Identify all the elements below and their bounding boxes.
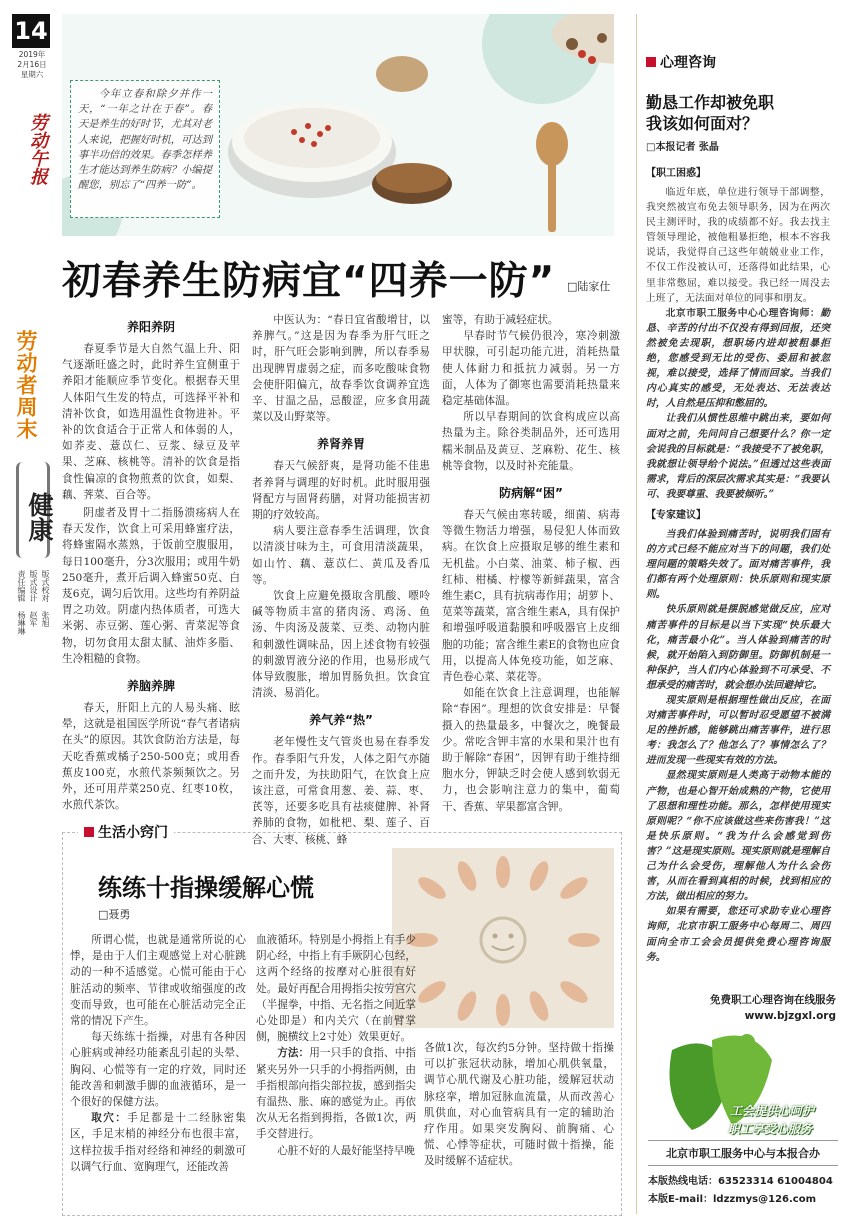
paragraph: 春夏季节是大自然气温上升、阳气逐渐旺盛之时，此时养生宜侧重于养阳才能顺应季节变化。根据春天里人体阳气生发的特点，可选择平补和清补饮食，如选用温性食物进补。平补的饮食适合于正常人和体弱的人，如荞麦、薏苡仁、豆浆、绿豆及苹果、芝麻、核桃等。清补的饮食是指食性偏凉的食物煎煮的饮食，如梨、藕、荠菜、百合等。 xyxy=(62,343,240,501)
subhead-kidney-stomach: 养肾养胃 xyxy=(316,437,365,452)
paragraph: 老年慢性支气管炎也易在春季发作。春季阳气升发，人体之阳气亦随之而升发，为扶助阳气，在饮食上应该注意，可常食用葱、姜、蒜、枣、芪等，还要多吃具有祛痰健脾、补肾养肺的食物，如枇杷、梨、莲子、百合、大枣、核桃、蜂 xyxy=(252,736,430,846)
slogan-line1: 工会提供心呵护 xyxy=(730,1104,815,1118)
counselor-text: 勤恳、辛苦的付出不仅没有得到回报，还突然被免去现职，想职场内进却被粗暴拒绝，您感受到无比的受伤、委屈和被忽视，难以接受，选择了情而回家。当我们内心真实的感受，无处表达、无法表达时，人自然是压抑和憋屈的。 xyxy=(646,307,830,410)
newspaper-logo: 劳动午报 xyxy=(27,113,48,185)
psych-title-line1: 勤恳工作却被免职 xyxy=(646,93,775,112)
paragraph: 早春时节气候仍很冷，寒冷刺激甲状腺，可引起功能亢进，消耗热量使人体耐力和抵抗力减弱。另一方面，人体为了御寒也需要消耗热量来稳定基础体温。 xyxy=(442,330,620,408)
paragraph: 各做1次，每次约5分钟。坚持做十指操可以扩张冠状动脉，增加心肌供氧量，调节心肌代谢及心脏功能，缓解冠状动脉痉挛，增加冠脉血流量，从而改善心肌供血，对心血管病具有一定的辅助治疗作用。如果突发胸闷、前胸痛、心慌、心悸等症状，可随时做十指操，能及时缓解不适症状。 xyxy=(424,1042,614,1168)
paragraph: 心脏不好的人最好能坚持早晚 xyxy=(277,1144,415,1157)
section-title: 健康 xyxy=(25,492,54,542)
editor-credit-2: 版式设计 赵军 xyxy=(29,570,38,627)
paragraph: 蜜等，有助于减轻症状。 xyxy=(442,314,559,326)
subhead-qi-heat: 养气养“热” xyxy=(309,713,373,728)
paragraph: 快乐原则就是摆脱感觉做反应，应对痛苦事件的目标是以当下实现“快乐最大化，痛苦最小化”。当人体验到痛苦的时候，就开始陷入到防御里。防御机制是一种保护，当人们内心体验到不可承受、不想承受的痛苦时，就会想办法回避掉它。 xyxy=(646,604,830,691)
paragraph: 临近年底，单位进行领导干部调整，我突然被宣布免去领导职务，因为在两次民主测评时，我的成绩都不好。我去找主管领导理论，被他粗暴拒绝，根本不容我说话，我觉得自己这些年兢兢业业工作，不仅工作没被认可，还落得如此结果，心里非常憋屈，难以接受。我已经一周没去上班了，无法面对单位的同事和朋友。 xyxy=(646,187,830,304)
paragraph: 让我们从惯性思维中跳出来，要如何面对之前，先问问自己想要什么？你一定会说我的目标就是：“我接受不了被免职，我就想让领导给个说法。”但透过这些表面需求，背后的深层次需求其实是：“我要认可、我要尊重、我要被倾听。” xyxy=(646,413,830,500)
tips-section-tag xyxy=(78,822,174,842)
paragraph: 春天，肝阳上亢的人易头痛、眩晕，这就是祖国医学所说“春气者诸病在头”的原因。其饮食防治方法是，每天吃香蕉或橘子250-500克；或用香蕉皮100克，水煎代茶频频饮之。另外，还可用芹菜250克、红枣10枚，水煎代茶饮。 xyxy=(62,702,240,812)
label-acupoint: 取穴： xyxy=(91,1112,128,1125)
psych-title xyxy=(646,92,774,134)
paragraph: 血液循环。特别是小拇指上有手少阴心经，中指上有手厥阴心包经，这两个经络的按摩对心脏很有好处。最好再配合用拇指尖按劳宫穴（半握拳，中指、无名指之间近掌心处即是）和内关穴（在前臂掌侧，腕横纹上2寸处）效果更好。 xyxy=(256,934,416,1044)
paragraph: 病人要注意春季生活调理，饮食以清淡甘味为主，可食用清淡蔬果，如山竹、藕、薏苡仁、黄瓜及香瓜等。 xyxy=(252,525,430,586)
paragraph: 春天气候舒爽，是肾功能不佳患者养肾与调理的好时机。此时服用强肾配方与固肾药膳，对肾功能损害初期的疗效较高。 xyxy=(252,460,430,522)
email[interactable]: 本版E-mail：ldzzmys@126.com xyxy=(648,1194,817,1205)
psych-title-line2: 我该如何面对？ xyxy=(646,114,759,133)
article-col-2 xyxy=(252,312,430,848)
promo-label: 免费职工心理咨询在线服务 xyxy=(710,994,836,1006)
paragraph xyxy=(256,1045,416,1142)
tips-col-3 xyxy=(424,1040,614,1170)
article-title: 初春养生防病宜“四养一防” xyxy=(62,259,556,304)
paragraph: 阴虚者及胃十二指肠溃疡病人在春天发作，饮食上可采用蜂蜜疗法，将蜂蜜隔水蒸熟，于饭前空腹服用，每日100毫升，分3次服用；或用牛奶250毫升，煮开后调入蜂蜜50克、白芨6克，调匀后饮用。这些均有养阴益胃之功效。阴虚内热体质者，可选大米粥、赤豆粥、莲心粥、青菜泥等食物，切勿食用太甜太腻、油炸多脂、生冷粗糙的食物。 xyxy=(62,507,240,665)
label-confusion: 【职工困惑】 xyxy=(646,168,706,179)
paragraph xyxy=(646,306,830,412)
subhead-brain-spleen: 养脑养脾 xyxy=(126,679,175,694)
date-year: 2019年 xyxy=(18,50,46,59)
paragraph: 现实原则是根据理性做出反应，在面对痛苦事件时，可以暂时忍受愿望不被满足的挫折感，能够跳出痛苦事件，进行思考：我怎么了？他怎么了？事情怎么了？进而发现一些现实有效的方法。 xyxy=(646,695,830,767)
psych-byline: □本报记者 张晶 xyxy=(646,142,719,153)
tips-byline: □聂勇 xyxy=(98,908,131,921)
text-method: 用一只手的食指、中指紧夹另外一只手的小拇指两侧，由手指根部向指尖部拉拔，感到指尖有温热、胀、麻的感觉为止。再依次从无名指到拇指，各做1次，两手交替进行。 xyxy=(256,1047,417,1141)
psych-body xyxy=(646,166,830,965)
hands-photo xyxy=(392,848,614,1028)
paragraph: 如果有需要，您还可求助专业心理咨询师，北京市职工服务中心每周二、周四面向全市工会会员提供免费心理咨询服务。 xyxy=(646,906,830,963)
date-day: 2月16日 xyxy=(17,60,47,69)
tips-tag-label: 生活小窍门 xyxy=(98,825,168,841)
intro-box: 今年立春和除夕并作一天，“一年之计在于春”。春天是养生的好时节，尤其对老人来说，把握好时机，可达到事半功倍的效果。春季怎样养生才能达到养生防病？小编提醒您，别忘了“四养一防”。 xyxy=(70,80,220,218)
date-weekday: 星期六 xyxy=(20,70,44,79)
article-col-1 xyxy=(62,312,240,813)
hands-illustration xyxy=(392,848,614,1028)
tips-title: 练练十指操缓解心慌 xyxy=(98,874,314,902)
psych-tag-label: 心理咨询 xyxy=(660,55,716,71)
editor-credit-3: 责任编辑 杨琳琳 xyxy=(17,570,26,635)
paragraph: 春天气候由寒转暖，细菌、病毒等微生物活力增强，易侵犯人体而致病。在饮食上应摄取足够的维生素和无机盐。小白菜、油菜、柿子椒、西红柿、柑橘、柠檬等新鲜蔬果，富含维生素C，具有抗病毒作用；胡萝卜、苋菜等蔬菜，富含维生素A，具有保护和增强呼吸道黏膜和呼吸器官上皮细胞的功能；富含维生素E的食物也应食用，以提高人体免疫功能，如芝麻、青色卷心菜、菜花等。 xyxy=(442,509,620,684)
article-col-3 xyxy=(442,312,620,815)
paragraph: 如能在饮食上注意调理，也能解除“春困”。理想的饮食安排是：早餐摄入的热量最多，中餐次之，晚餐最少。常吃含钾丰富的水果和果汁也有助于解除“春困”，因钾有助于维持细胞水分，钾缺乏时会使人感到软弱无力，也会影响注意力的集中，葡萄干、香蕉、苹果都富含钾。 xyxy=(442,687,620,813)
sponsor-line: 北京市职工服务中心与本报合办 xyxy=(648,1140,838,1166)
tag-square-icon xyxy=(646,57,656,67)
subhead-prevent-sleepy: 防病解“困” xyxy=(499,486,563,501)
tag-square-icon xyxy=(84,827,94,837)
hotline: 本版热线电话：63523314 61004804 xyxy=(648,1176,833,1187)
subhead-yang-yin: 养阳养阴 xyxy=(126,320,175,334)
paragraph: 饮食上应避免摄取含肌酸、嘌呤碱等物质丰富的猪肉汤、鸡汤、鱼汤、牛肉汤及菠菜、豆类、动物内脏和刺激性调味品，因上述食物有较强的刺激胃液分泌的作用，也易形成气体导致腹胀，增加胃肠负担。饮食宜清淡、易消化。 xyxy=(252,590,430,700)
tips-col-1 xyxy=(70,932,246,1175)
psych-section-tag xyxy=(646,52,716,72)
slogan-line2: 职工享受心服务 xyxy=(728,1122,813,1136)
paragraph: 所谓心慌，也就是通常所说的心悸，是由于人们主观感觉上对心脏跳动的一种不适感觉。心慌可能由于心脏活动的频率、节律或收缩强度的改变而导致，也可能在心脏活动完全正常的情况下产生。 xyxy=(70,934,246,1028)
weekend-label: 劳动者周末 xyxy=(14,330,38,440)
paragraph: 每天练练十指操，对患有各种因心脏病或神经功能紊乱引起的头晕、胸闷、心慌等有一定的疗效，同时还能改善和刺激手脚的血液循环，是一个很好的保健方法。 xyxy=(70,1031,246,1109)
paragraph: 中医认为：“春日宜省酸增甘，以养脾气。”这是因为春季为肝气旺之时，肝气旺会影响到脾，所以春季易出现脾胃虚弱之症，而多吃酸味食物会使肝阳偏亢，故春季饮食调养宜选辛、甘温之品，忌酸涩，应多食用蔬菜以及山野菜等。 xyxy=(252,314,430,424)
text-acupoint: 手足都是十二经脉密集区，手足末梢的神经分布也很丰富，这样拉拔手指对经络和神经的刺激可以调气行血、宽胸理气，还能改善 xyxy=(70,1112,247,1173)
paragraph xyxy=(70,1110,246,1175)
counselor-label: 北京市职工服务中心心理咨询师： xyxy=(665,307,821,319)
label-advice: 【专家建议】 xyxy=(646,509,706,521)
promo-url[interactable]: www.bjzgxl.org xyxy=(744,1010,836,1022)
page-number: 14 xyxy=(12,14,50,48)
paragraph: 所以早春期间的饮食构成应以高热量为主。除谷类制品外，还可选用糯米制品及黄豆、芝麻粉、花生、核桃等食物，以及时补充能量。 xyxy=(442,411,620,472)
issue-date xyxy=(12,50,52,80)
editor-credit-1: 版式校对 张旭 xyxy=(41,570,50,627)
paragraph: 当我们体验到痛苦时，说明我们固有的方式已经不能应对当下的问题，我们处理问题的策略失效了。面对痛苦事件，我们都有两个处理原则：快乐原则和现实原则。 xyxy=(646,528,830,601)
label-method: 方法： xyxy=(277,1047,310,1060)
paragraph: 显然现实原则是人类高于动物本能的产物，也是心智开始成熟的产物，它使用了思想和理性功能。那么，怎样使用现实原则呢？“你不应该做这些来伤害我！”这是快乐原则。“我为什么会感觉到伤害？”这是现实原则。现实原则就是理解自己为什么会受伤，理解他人为什么会伤害，从而在看到真相的时候，找到相应的方法，做出相应的努力。 xyxy=(646,770,830,903)
article-byline: □陆家仕 xyxy=(567,280,611,293)
tips-col-2 xyxy=(256,932,416,1159)
